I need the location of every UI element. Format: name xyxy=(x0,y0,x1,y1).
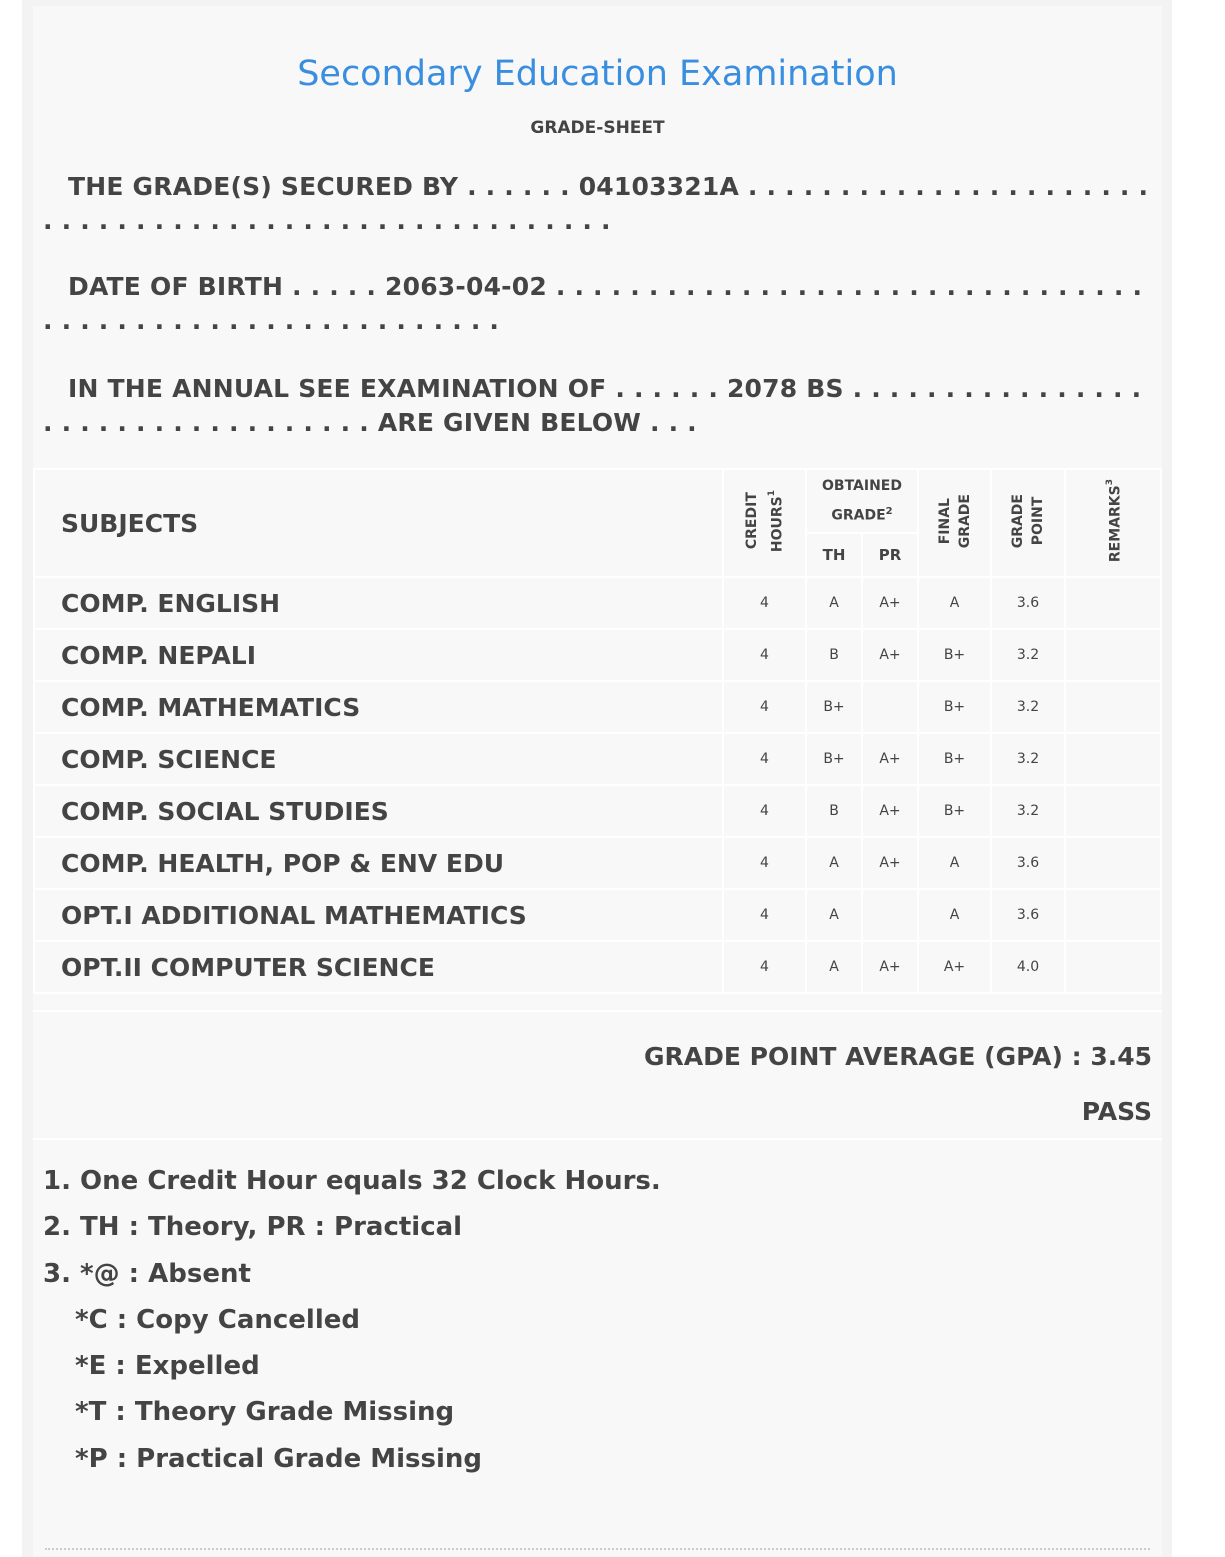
cell-gp: 3.6 xyxy=(991,837,1065,889)
cell-pr xyxy=(862,681,918,733)
symbol-number: 04103321A xyxy=(578,172,739,201)
cell-final: B+ xyxy=(918,733,991,785)
exam-line xyxy=(43,372,1153,440)
cell-credit: 4 xyxy=(723,629,806,681)
dotted-divider xyxy=(45,1548,1150,1550)
cell-credit: 4 xyxy=(723,577,806,629)
cell-pr: A+ xyxy=(862,733,918,785)
table-row xyxy=(34,733,1161,785)
dob-label: DATE OF BIRTH xyxy=(68,272,284,301)
divider xyxy=(33,1010,1162,1012)
table-row xyxy=(34,785,1161,837)
dob-line xyxy=(43,270,1153,338)
cell-final: B+ xyxy=(918,629,991,681)
cell-final: A+ xyxy=(918,941,991,993)
cell-gp: 3.6 xyxy=(991,577,1065,629)
note: *C : Copy Cancelled xyxy=(75,1304,360,1335)
cell-final: B+ xyxy=(918,785,991,837)
cell-remarks xyxy=(1065,785,1161,837)
cell-final: A xyxy=(918,889,991,941)
cell-th: B xyxy=(806,785,862,837)
cell-pr: A+ xyxy=(862,577,918,629)
gpa-value: 3.45 xyxy=(1090,1042,1152,1071)
cell-subject: COMP. MATHEMATICS xyxy=(34,681,723,733)
cell-gp: 3.2 xyxy=(991,681,1065,733)
cell-credit: 4 xyxy=(723,889,806,941)
cell-subject: COMP. NEPALI xyxy=(34,629,723,681)
note: *P : Practical Grade Missing xyxy=(75,1443,483,1474)
cell-th: A xyxy=(806,889,862,941)
cell-remarks xyxy=(1065,577,1161,629)
cell-pr xyxy=(862,889,918,941)
cell-th: B xyxy=(806,629,862,681)
note: *T : Theory Grade Missing xyxy=(75,1397,455,1428)
note: 2. TH : Theory, PR : Practical xyxy=(43,1212,463,1243)
col-final-grade: FINAL GRADE xyxy=(918,469,991,577)
table-row xyxy=(34,629,1161,681)
grade-sheet xyxy=(33,6,1162,1557)
cell-final: B+ xyxy=(918,681,991,733)
cell-subject: OPT.II COMPUTER SCIENCE xyxy=(34,941,723,993)
cell-th: B+ xyxy=(806,681,862,733)
table-row xyxy=(34,681,1161,733)
grades-table xyxy=(33,468,1162,994)
cell-subject: COMP. SCIENCE xyxy=(34,733,723,785)
cell-pr: A+ xyxy=(862,837,918,889)
secured-label: THE GRADE(S) SECURED BY xyxy=(68,172,459,201)
col-credit-hours: CREDIT HOURS$^1$ xyxy=(723,469,806,577)
gpa: GRADE POINT AVERAGE (GPA) : 3.45 xyxy=(643,1042,1152,1071)
cell-final: A xyxy=(918,577,991,629)
cell-remarks xyxy=(1065,629,1161,681)
given-below: ARE GIVEN BELOW . . . xyxy=(377,408,697,437)
exam-label: IN THE ANNUAL SEE EXAMINATION OF xyxy=(68,374,607,403)
dots: . . . . . . . . . . . . . . . . . . . . . . . . . . . . . . . . . . . . . . . . . . . . . . . . . . . . . xyxy=(43,172,1149,235)
cell-gp: 3.6 xyxy=(991,889,1065,941)
cell-remarks xyxy=(1065,837,1161,889)
note: *E : Expelled xyxy=(75,1351,260,1382)
col-grade-point: GRADE POINT xyxy=(991,469,1065,577)
cell-credit: 4 xyxy=(723,785,806,837)
exam-year: 2078 BS xyxy=(726,374,844,403)
cell-gp: 3.2 xyxy=(991,733,1065,785)
cell-remarks xyxy=(1065,941,1161,993)
cell-th: B+ xyxy=(806,733,862,785)
col-pr: PR xyxy=(862,533,918,577)
dots: . . . . . . xyxy=(606,374,727,403)
divider xyxy=(33,1138,1162,1140)
cell-subject: OPT.I ADDITIONAL MATHEMATICS xyxy=(34,889,723,941)
grade-sheet-label: GRADE-SHEET xyxy=(530,118,665,138)
col-th: TH xyxy=(806,533,862,577)
cell-gp: 3.2 xyxy=(991,785,1065,837)
cell-pr: A+ xyxy=(862,629,918,681)
cell-final: A xyxy=(918,837,991,889)
dots: . . . . . . xyxy=(458,172,579,201)
col-obtained-grade: OBTAINED GRADE$^2$ xyxy=(806,469,918,533)
table-row xyxy=(34,889,1161,941)
note: 1. One Credit Hour equals 32 Clock Hours. xyxy=(43,1166,661,1196)
cell-remarks xyxy=(1065,733,1161,785)
exam-title: Secondary Education Examination xyxy=(297,54,898,94)
dots: . . . . . xyxy=(283,272,386,301)
cell-subject: COMP. ENGLISH xyxy=(34,577,723,629)
note: 3. *@ : Absent xyxy=(43,1258,251,1289)
cell-remarks xyxy=(1065,889,1161,941)
cell-subject: COMP. HEALTH, POP & ENV EDU xyxy=(34,837,723,889)
dots: . . . . . . . . . . . . . . . . . . . . . . . . . . . . . . . . . . . . . . . . . . . . . . . . . . . . . . . . . xyxy=(43,272,1143,335)
cell-credit: 4 xyxy=(723,733,806,785)
secured-by-line xyxy=(43,170,1153,238)
cell-gp: 4.0 xyxy=(991,941,1065,993)
cell-remarks xyxy=(1065,681,1161,733)
cell-pr: A+ xyxy=(862,785,918,837)
cell-th: A xyxy=(806,577,862,629)
cell-credit: 4 xyxy=(723,941,806,993)
date-of-birth: 2063-04-02 xyxy=(385,272,547,301)
dots: . . . . . . . . . . . . . . . . . . . . . . . . . . . . . . . . . . xyxy=(43,374,1142,437)
table-row xyxy=(34,837,1161,889)
col-remarks: REMARKS$^3$ xyxy=(1065,469,1161,577)
table-row xyxy=(34,577,1161,629)
result-status: PASS xyxy=(1081,1097,1152,1126)
col-subjects: SUBJECTS xyxy=(34,469,723,577)
cell-subject: COMP. SOCIAL STUDIES xyxy=(34,785,723,837)
table-row xyxy=(34,941,1161,993)
cell-th: A xyxy=(806,837,862,889)
cell-gp: 3.2 xyxy=(991,629,1065,681)
footnotes xyxy=(43,1158,661,1482)
cell-credit: 4 xyxy=(723,681,806,733)
cell-th: A xyxy=(806,941,862,993)
cell-pr: A+ xyxy=(862,941,918,993)
cell-credit: 4 xyxy=(723,837,806,889)
